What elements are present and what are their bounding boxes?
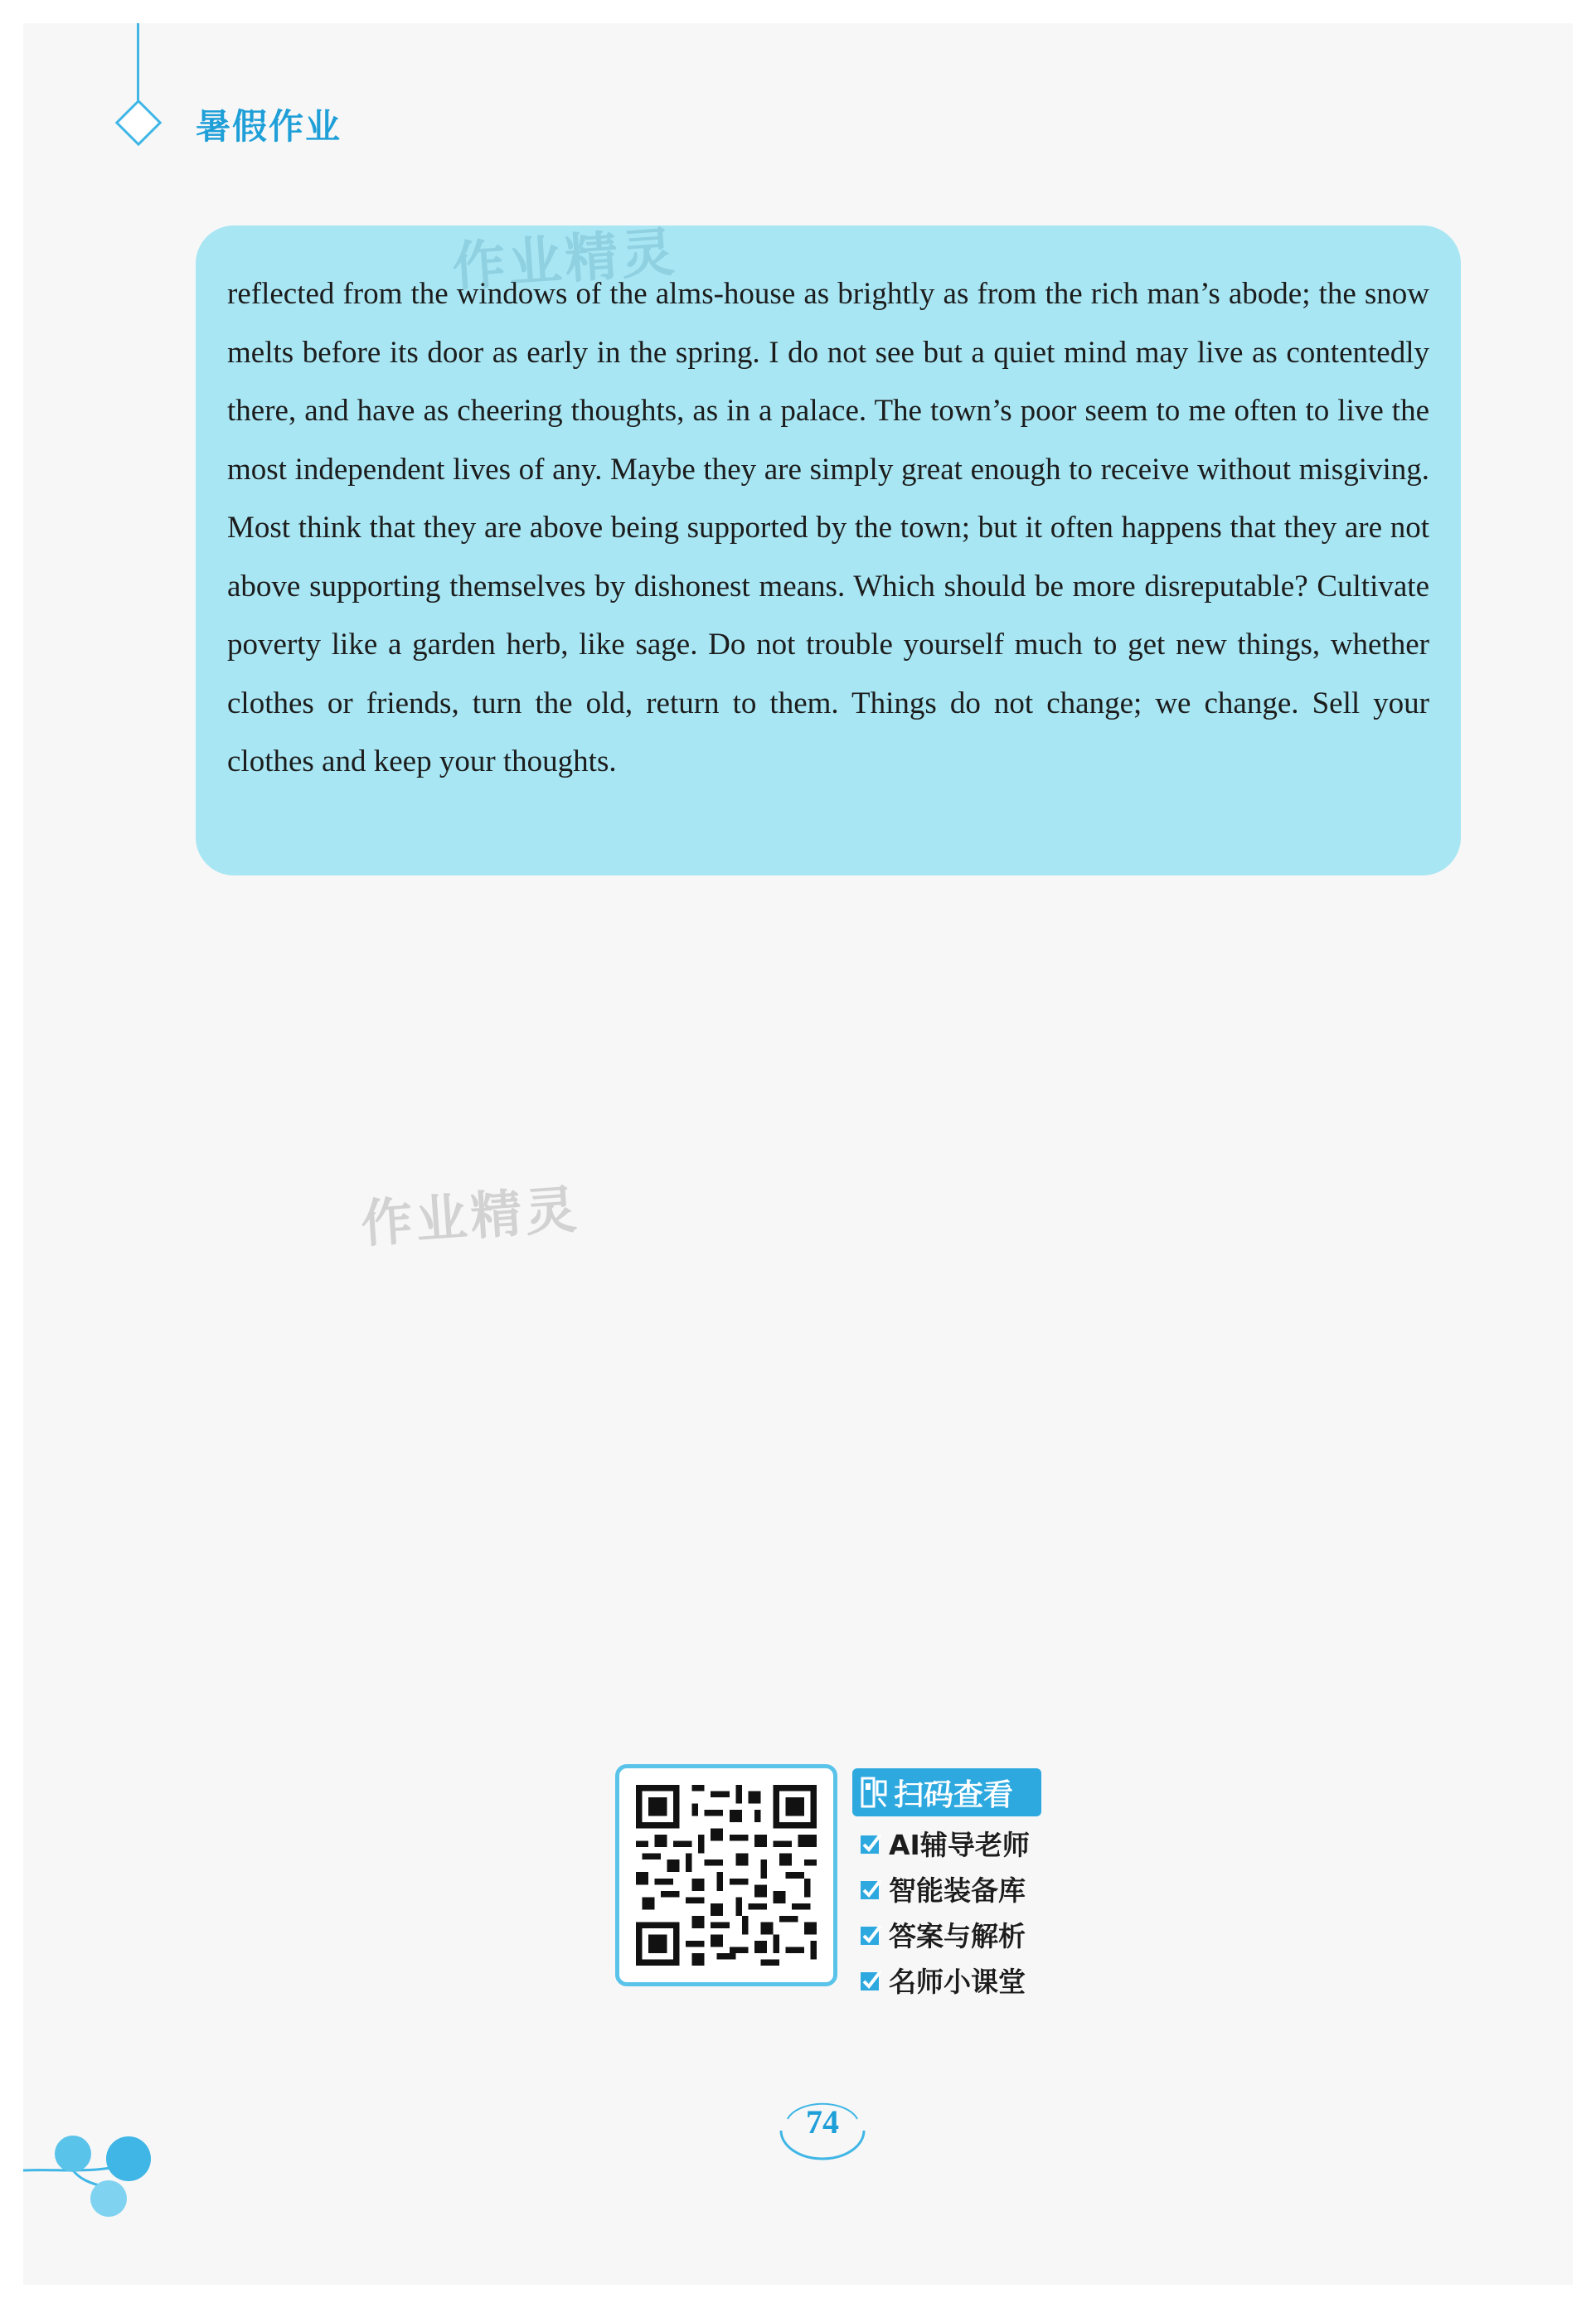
page-header-title: 暑假作业 bbox=[196, 106, 342, 147]
feature-label: 名师小课堂 bbox=[889, 1966, 1026, 1998]
checkbox-icon bbox=[859, 1969, 882, 1992]
scan-badge-label: 扫码查看 bbox=[894, 1777, 1014, 1812]
feature-label: 答案与解析 bbox=[889, 1920, 1026, 1952]
feature-label: 智能装备库 bbox=[889, 1874, 1026, 1907]
feature-item-equipment-library bbox=[859, 1866, 1030, 1912]
feature-label: AI辅导老师 bbox=[889, 1829, 1030, 1861]
header-divider-line bbox=[137, 23, 139, 110]
watermark-middle: 作业精灵 bbox=[359, 1178, 582, 1255]
feature-item-ai-tutor bbox=[859, 1821, 1030, 1866]
checkbox-icon bbox=[859, 1878, 882, 1901]
page-number-badge bbox=[771, 2096, 874, 2162]
checkbox-icon bbox=[859, 1923, 882, 1947]
checkbox-icon bbox=[859, 1832, 882, 1855]
feature-item-answers bbox=[859, 1912, 1030, 1957]
passage-text: reflected from the windows of the alms-house as brightly as from the rich man’s abode; the snow melts before its door as early in the spring. I do not see but a quiet mind may live as contentedly there, and have as cheering thoughts, as in a palace. The town’s poor seem to me often to live the most independent lives of any. Maybe they are simply great enough to receive without misgiving. Most think that they are above being supported by the town; but it often happens that they are not above supporting themselves by dishonest means. Which should be more disreputable? Cultivate poverty like a garden herb, like sage. Do not trouble yourself much to get new things, whether clothes or friends, turn the old, return to them. Things do not change; we change. Sell your clothes and keep your thoughts. bbox=[227, 277, 1429, 778]
page-number: 74 bbox=[806, 2103, 839, 2141]
scan-eye-icon bbox=[861, 1777, 889, 1808]
reading-passage-box bbox=[196, 225, 1461, 875]
watermark-top: 作业精灵 bbox=[450, 221, 680, 299]
scan-to-view-badge[interactable] bbox=[852, 1768, 1041, 1816]
qr-code-frame[interactable] bbox=[615, 1764, 837, 1986]
qr-code-icon[interactable] bbox=[636, 1785, 817, 1966]
decorative-berries-icon bbox=[23, 2122, 164, 2222]
feature-list bbox=[859, 1821, 1030, 2003]
feature-item-classroom bbox=[859, 1957, 1030, 2003]
